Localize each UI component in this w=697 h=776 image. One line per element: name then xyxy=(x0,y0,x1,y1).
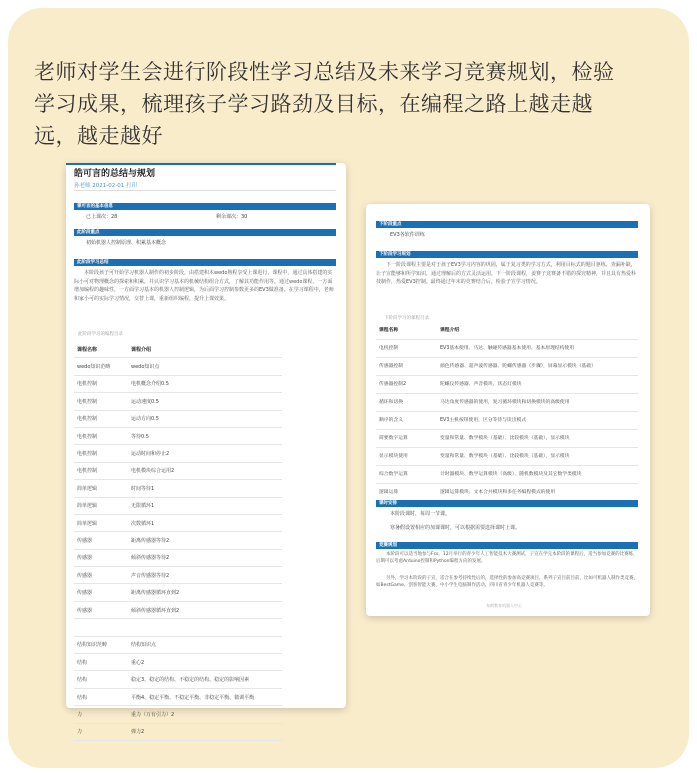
table-row xyxy=(74,393,282,410)
table-cell: 运动速度0.5 xyxy=(128,393,282,410)
table-cell: 电机控制 xyxy=(376,340,437,358)
table-row xyxy=(74,619,282,636)
table-row xyxy=(376,394,638,412)
table-row xyxy=(376,376,638,394)
table-cell: 逻辑运算 xyxy=(376,484,437,502)
table-cell: 颜色传感器、超声波传感器、陀螺传感器（步骤），屏幕显示模块（基础） xyxy=(437,358,638,376)
table-row xyxy=(74,462,282,479)
table-row xyxy=(74,445,282,462)
section-stage-summary: 此阶段学习总结 xyxy=(74,259,336,266)
table-cell: 显示模块使用 xyxy=(376,448,437,466)
table-cell: 平衡4、稳定平衡、不稳定平衡、非稳定平衡、微调平衡 xyxy=(128,688,282,705)
table-cell: 电机模块综合运用2 xyxy=(128,462,282,479)
section-stage-focus: 此阶段重点 xyxy=(74,229,336,236)
table-cell: 马达角度传感器的使用，复习循环模块和切换模块的高级使用 xyxy=(437,394,638,412)
table-row xyxy=(376,448,638,466)
table-row xyxy=(74,706,282,723)
table-cell: 倾斜传感器等待2 xyxy=(128,549,282,566)
table-cell: 电机控制 xyxy=(74,375,128,392)
table-caption: 此阶段学习的编程目录 xyxy=(78,332,123,337)
table-row xyxy=(376,430,638,448)
table-cell: 运动方向0.5 xyxy=(128,410,282,427)
table-caption-2: 下阶段学习的课程目录 xyxy=(384,316,429,321)
table-cell: 变量和常量、数学模块（基础）、比较模块（基础），显示模块 xyxy=(437,448,638,466)
report-meta: 孙老师 2021-02-01 打印 xyxy=(74,183,137,189)
table-cell: 倾斜传感器循环直到2 xyxy=(128,601,282,618)
stage-summary-text: 本阶段孩子可开始学习机器人制作的初步阶段，由搭建积木wedo熟程享受上课进行，课程中，通过具体搭建的实际小可对物理概念的探索和积累，并认识学习基本的机械结构组合方式，了解其功能作用等。通过wedo课程，一方面增加编程的趣味性，一方面学习基本的机器人控制逻辑，为后面学习控制参数更多的EV3做准备。在学习课程中，老师和家小可的实际学习情况，交替上课，重新组织编程，提升上课效果。 xyxy=(74,270,334,302)
table-cell: 传感器 xyxy=(74,584,128,601)
footer-text: 布朗教育机器人中心 xyxy=(486,603,522,608)
table-cell: wedo知识点 xyxy=(128,358,282,375)
table-cell: 电机概念介绍0.5 xyxy=(128,375,282,392)
table-cell: 距离传感器等待2 xyxy=(128,532,282,549)
stage-focus-text: 初始机器人控制原理、积累基本概念 xyxy=(86,240,167,246)
table-cell: 稳定3、稳定的结构、不稳定的结构、稳定的影响因素 xyxy=(128,671,282,688)
table-row xyxy=(74,567,282,584)
table-cell: 简单逻辑 xyxy=(74,480,128,497)
table-cell: 传感器 xyxy=(74,601,128,618)
table-cell: 逻辑运算模块、文本合并模块和多任务编程模式的使用 xyxy=(437,484,638,502)
table-header xyxy=(74,341,282,358)
table-row xyxy=(376,484,638,502)
section-class-info: 课可言的基本信息 xyxy=(74,203,336,210)
table-cell: 声音传感器等待2 xyxy=(128,567,282,584)
practice-text-1: 本阶段课时，每周一节课。 xyxy=(390,511,451,517)
table-cell: 电机控制 xyxy=(74,462,128,479)
table-cell: EV3基本使用、马达、触碰传感器基本使用、基本原理结构使用 xyxy=(437,340,638,358)
table-cell: 运动时间和停止2 xyxy=(128,445,282,462)
table-cell: 结构 xyxy=(74,671,128,688)
table-cell: 简单逻辑 xyxy=(74,514,128,531)
table-row xyxy=(74,532,282,549)
table-cell: 电机控制 xyxy=(74,427,128,444)
table-cell: 弹力2 xyxy=(128,723,282,740)
table-cell: 传感器控制 xyxy=(376,358,437,376)
next-plan-text: 下一阶段课程主要是对于孩子EV3学习内容的巩固，属于复习类的学习方式，利用目标式的题目驱练，查漏补缺，让子宣能够和所学知识，通过理解后的方式灵活运用。下一阶段课程，姜赛子竞赛备不错的探究精神，并且具有热爱科技制作，热爱EV3控制。最终通过年末的竞赛结合后，检验子宣学习情况。 xyxy=(376,262,637,285)
table-cell: 简单逻辑 xyxy=(74,497,128,514)
table-cell: 陀螺仪传感器、声音模块、状态灯模块 xyxy=(437,376,638,394)
headline: 老师对学生会进行阶段性学习总结及未来学习竞赛规划，检验学习成果，梳理孩子学习路劲及目标，在编程之路上越走越远，越走越好 xyxy=(34,60,615,148)
remaining-classes: 剩余课次：30 xyxy=(216,214,248,220)
table-cell: 重力（万有引力）2 xyxy=(128,706,282,723)
divider xyxy=(74,190,336,191)
header-cell: 课程名称 xyxy=(74,341,128,358)
report-summary-page xyxy=(66,163,346,736)
competition-text-1: 本阶段可以适当地参与Fcs，12月举行的青少年人工智能技术大赛测试，子宣在学完本阶段的课程后，适当参加竞赛的比赛练，后期可以考虑Arduino控制和Python编程方向的发展。 xyxy=(376,552,638,564)
table-row xyxy=(74,514,282,531)
table-cell xyxy=(74,619,128,636)
table-cell: 结构 xyxy=(74,688,128,705)
section-next-focus: 下阶段重点 xyxy=(376,221,638,228)
table-row xyxy=(74,375,282,392)
table-row xyxy=(74,688,282,705)
table-cell: 重心2 xyxy=(128,654,282,671)
table-cell: 电机控制 xyxy=(74,393,128,410)
table-cell: 结构知识范畴 xyxy=(74,636,128,653)
table-row xyxy=(74,636,282,653)
practice-text-2: 寒暑假设置相应的加课课时，可以根据需要选择课时上课。 xyxy=(390,525,521,531)
table-cell: EV3主机按钮使用，区分等待与读出模式 xyxy=(437,412,638,430)
header-cell: 课程介绍 xyxy=(128,341,282,358)
table-cell: 等待0.5 xyxy=(128,427,282,444)
table-row xyxy=(376,358,638,376)
table-cell: 次数循环1 xyxy=(128,514,282,531)
table-cell: 时间等待1 xyxy=(128,480,282,497)
table-row xyxy=(74,723,282,740)
course-table xyxy=(74,341,282,741)
table-cell: 计时器模块、数学运算模块（高级）、随机数模块及其它数学类模块 xyxy=(437,466,638,484)
next-course-table xyxy=(376,322,638,502)
table-row xyxy=(376,412,638,430)
table-cell: 电机控制 xyxy=(74,445,128,462)
section-competition: 竞赛规划 xyxy=(376,542,638,549)
table-cell: 力 xyxy=(74,706,128,723)
table-row xyxy=(74,584,282,601)
table-cell: 传感器控制2 xyxy=(376,376,437,394)
table-header xyxy=(376,322,638,340)
next-focus-text: EV3各软件训练 xyxy=(390,232,425,238)
table-cell: wedo知识范畴 xyxy=(74,358,128,375)
table-cell: 循环和切换 xyxy=(376,394,437,412)
report-title: 皓可言的总结与规划 xyxy=(74,169,156,179)
table-row xyxy=(74,549,282,566)
table-cell xyxy=(128,619,282,636)
table-row xyxy=(376,466,638,484)
header-cell: 课程介绍 xyxy=(437,322,638,340)
table-row xyxy=(74,410,282,427)
table-row xyxy=(376,340,638,358)
table-cell: 变量和常量、数学模块（基础）、比较模块（基础），显示模块 xyxy=(437,430,638,448)
top-bar xyxy=(66,163,336,165)
table-cell: 传感器 xyxy=(74,532,128,549)
used-classes: 已上课次：28 xyxy=(86,214,118,220)
section-practice: 课时安排 xyxy=(376,500,638,507)
table-cell: 综合数学运算 xyxy=(376,466,437,484)
report-plan-page xyxy=(366,204,650,616)
table-cell: 电机控制 xyxy=(74,410,128,427)
table-cell: 无限循环1 xyxy=(128,497,282,514)
table-row xyxy=(74,480,282,497)
table-cell: 简要数字运算 xyxy=(376,430,437,448)
table-cell: 结构知识点 xyxy=(128,636,282,653)
header-cell: 课程名称 xyxy=(376,322,437,340)
table-row xyxy=(74,497,282,514)
table-cell: 力 xyxy=(74,723,128,740)
table-row xyxy=(74,671,282,688)
table-row xyxy=(74,427,282,444)
table-row xyxy=(74,654,282,671)
section-next-plan: 下阶段学习规划 xyxy=(376,251,638,258)
table-cell: 距离传感器循环直到2 xyxy=(128,584,282,601)
table-row xyxy=(74,358,282,375)
table-row xyxy=(74,601,282,618)
competition-text-2: 另外，学习本阶段的子宣，适合在参考持续性后的，选择性的参加高竞赛项目，系列子宣目前目前，比如可机器人制作类竞赛，如BestGame、创客智能大赛、中小学生电脑制作活动、四川省青少年机器人竞赛等。 xyxy=(376,576,638,588)
table-cell: 顺序的含义 xyxy=(376,412,437,430)
table-cell: 结构 xyxy=(74,654,128,671)
table-cell: 传感器 xyxy=(74,567,128,584)
table-cell: 传感器 xyxy=(74,549,128,566)
